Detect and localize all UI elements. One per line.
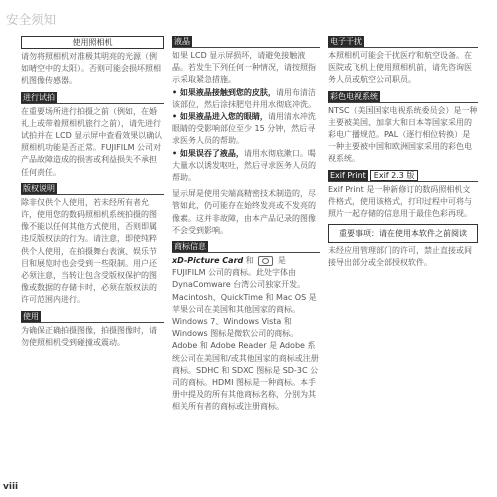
section-body-handling: 为确保正确拍摄图像，拍摄图像时，请勿使照相机受到碰撞或震动。 [21,325,157,347]
section-body-important-notice: 未经应用管理部门的许可，禁止直接或间接导出部分或全部授权软件。 [328,245,472,267]
section-heading-test-shots: 进行试拍 [21,92,164,104]
section-body-lcd-note: 显示屏是使用尖端高精密技术制造的，尽管如此，仍可能存在始终发亮或不发亮的像素。这并非故障，由本产品记录的图像不会受到影响。 [172,189,316,235]
column-left [21,36,164,349]
section-heading-color-tv: 彩色电视系统 [328,91,478,103]
section-body-copyright: 除非仅供个人使用，若未经所有者允许，使用您的数码照相机系统拍摄的图像不能以任何其他方式使用，否则即属违反版权法的行为。请注意，即使纯粹供个人使用，在拍摄舞台表演、娱乐节目和展览时也会受到一些限制。用户还必须注意，当转让包含受版权保护的图像或数据的存储卡时，必须在版权法的许可范围内进行。 [21,197,157,305]
section-body-exif-print: Exif Print 是一种新修订的数码照相机文件格式，使用该格式，打印过程中可将与照片一起存储的信息用于最佳色彩再现。 [328,184,472,219]
section-heading-copyright: 版权说明 [21,183,164,195]
section-body-camera-use: 请勿将照相机对准极其明亮的光源（例如晴空中的太阳）。否则可能会损坏照相机图像传感器。 [21,52,161,86]
section-heading-liquid-crystal: 液晶 [172,36,320,48]
xd-picture-card-brand: xD-Picture Card [172,256,244,266]
section-heading-electrical-interference: 电子干扰 [328,36,478,48]
section-body-color-tv: NTSC（美国国家电视系统委员会）是一种主要被美国、加拿大和日本等国家采用的彩电广播规范。PAL（逐行相位转换）是一种主要被中国和欧洲国家采用的彩色电视系统。 [328,105,478,164]
section-body-liquid-crystal: 如果 LCD 显示屏损坏，请避免接触液晶。若发生下列任何一种情况，请按照指示采取紧急措施。 [172,51,316,85]
bullet-item: • 如果液晶进入您的眼睛，请用清水冲洗眼睛的受影响部位至少 15 分钟，然后寻求医务人员的帮助。 [172,112,316,146]
column-middle [172,36,320,414]
section-heading-important-notice: 重要事项：请在使用本软件之前阅读 [328,224,478,243]
page-number: viii [3,482,19,492]
trademark-intro: xD-Picture Card 和 是 [172,256,286,266]
section-body-electrical-interference: 本照相机可能会干扰医疗和航空设备。在医院或飞机上使用照相机前，请先咨询医务人员或航空公司职员。 [328,51,472,85]
xd-logo-icon [258,256,273,266]
exif-version-badge: Exif 2.3 版 [370,170,419,181]
section-heading-handling: 使用 [21,311,164,323]
column-right [328,36,478,269]
section-heading-exif-print: Exif Print Exif 2.3 版 [328,170,478,182]
section-body-test-shots: 在重要场所进行拍摄之前（例如，在婚礼上或带着照相机旅行之前），请先进行试拍并在 LCD 显示屏中查看效果以确认照相机功能是否正常。FUJIFILM 公司对产品故障造成的损害或利益损失不承担任何责任。 [21,106,163,177]
section-heading-trademarks: 商标信息 [172,241,320,253]
page-title: 安全须知 [6,12,57,27]
bullet-item: • 如果误吞了液晶，请用水彻底漱口。喝大量水以诱发呕吐，然后寻求医务人员的帮助。 [172,148,316,183]
bullet-item: • 如果液晶接触到您的皮肤，请用布清洁该部位，然后涂抹肥皂并用水彻底冲洗。 [172,87,316,109]
section-heading-camera-use: 使用照相机 [21,36,164,49]
liquid-crystal-bullet-list [172,87,320,185]
section-body-trademarks: FUJIFILM 公司的商标。此处字体由 DynaComware 台湾公司独家开发。Macintosh、QuickTime 和 Mac OS 是苹果公司在美国和其他国家的商标。Windows 7、Windows Vista 和 Windows 图标是微软公司的商标。Adobe 和 Adobe Reader 是 Adobe 系统公司在美国和/或其他国家的商标或注册商标。SDHC 和 SDXC 图标是 SD-3C 公司的商标。HDMI 图标是一种商标。本手册中提及的所有其他商标名称，分别为其相关所有者的商标或注册商标。 [172,268,319,412]
